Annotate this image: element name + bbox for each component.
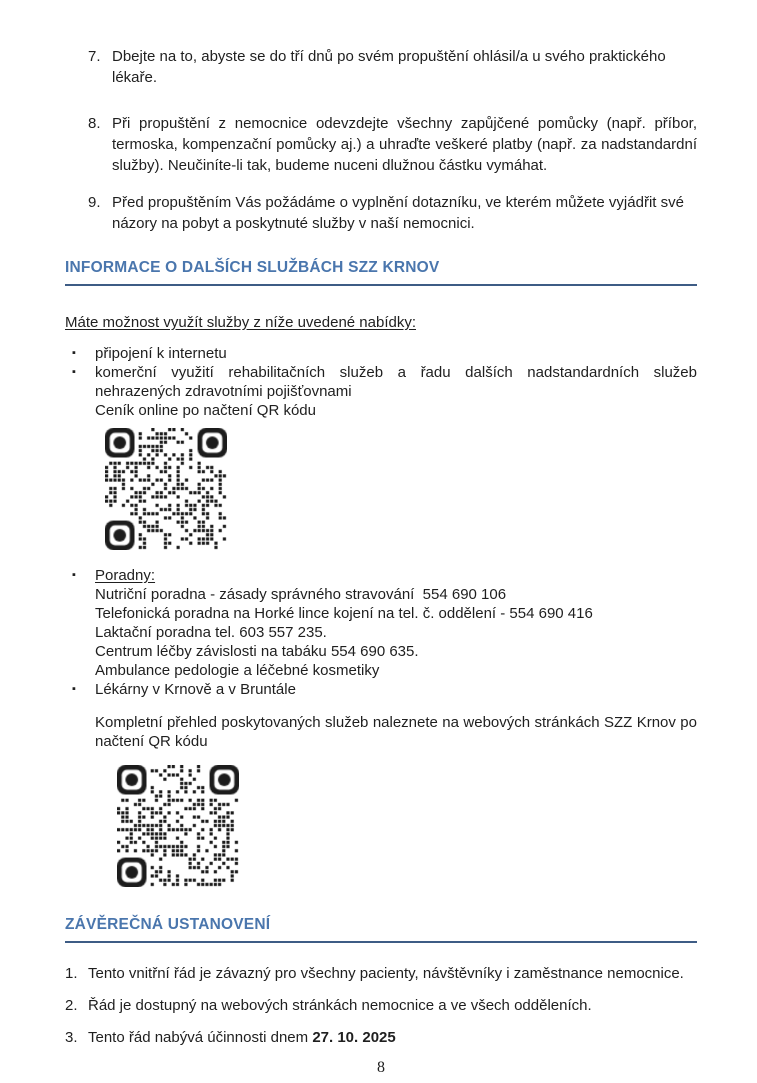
services-overview-paragraph: Kompletní přehled poskytovaných služeb naleznete na webových stránkách SZZ Krnov po načtení QR kódu xyxy=(95,714,697,750)
list-item-9 xyxy=(65,192,697,234)
poradny-line: Laktační poradna tel. 603 557 235. xyxy=(95,624,327,641)
services-intro: Máte možnost využít služby z níže uvedené nabídky: xyxy=(65,314,417,331)
section-heading-final: ZÁVĚREČNÁ USTANOVENÍ xyxy=(65,916,271,933)
bullet-item-commercial xyxy=(65,363,697,420)
list-number: 9. xyxy=(88,194,101,211)
list-item-7 xyxy=(65,46,697,88)
list-text: Řád je dostupný na webových stránkách nemocnice a ve všech odděleních. xyxy=(88,997,592,1014)
list-item-2 xyxy=(65,995,697,1016)
list-number: 8. xyxy=(88,115,101,132)
services-bullet-list xyxy=(65,344,697,420)
services-section-header xyxy=(65,258,697,286)
list-item-1 xyxy=(65,963,697,984)
discharge-instructions-list xyxy=(65,46,697,234)
bullet-item-poradny xyxy=(65,566,697,680)
list-number: 2. xyxy=(65,997,78,1014)
poradny-lines xyxy=(95,585,697,680)
bullet-icon: ▪ xyxy=(72,569,76,581)
qr-code-pricing xyxy=(105,428,227,550)
heading-rule xyxy=(65,284,697,286)
list-text xyxy=(88,1027,697,1048)
poradny-label: Poradny: xyxy=(95,567,156,584)
bullet-text: připojení k internetu xyxy=(95,345,227,362)
poradny-line: Centrum léčby závislosti na tabáku 554 690 635. xyxy=(95,643,419,660)
list-text: Při propuštění z nemocnice odevzdejte všechny zapůjčené pomůcky (např. příbor, termoska, kompenzační pomůcky aj.) a uhraďte veškeré platby (např. za nadstandardní služby). Neučiníte-li tak, budeme nuceni dlužnou částku vymáhat. xyxy=(112,115,697,174)
list-item-3 xyxy=(65,1027,697,1048)
bullet-item-internet xyxy=(65,344,697,363)
page-number: 8 xyxy=(377,1059,385,1076)
bullet-icon: ▪ xyxy=(72,366,76,378)
effective-date: 27. 10. 2025 xyxy=(312,1029,396,1046)
bullet-text xyxy=(95,363,697,420)
bullet-text: Lékárny v Krnově a v Bruntále xyxy=(95,681,296,698)
final-provisions-list xyxy=(65,963,697,1048)
list-text: Tento vnitřní řád je závazný pro všechny pacienty, návštěvníky i zaměstnance nemocnice. xyxy=(88,965,684,982)
section-heading-services: INFORMACE O DALŠÍCH SLUŽBÁCH SZZ KRNOV xyxy=(65,259,440,276)
list-item-8 xyxy=(65,113,697,176)
poradny-line: Nutriční poradna - zásady správného stravování 554 690 106 xyxy=(95,586,507,603)
bullet-item-pharmacies xyxy=(65,680,697,699)
list-text: Dbejte na to, abyste se do tří dnů po svém propuštění ohlásil/a u svého praktického lékaře. xyxy=(112,48,666,86)
bullet-icon: ▪ xyxy=(72,347,76,359)
bullet-commercial-text: komerční využití rehabilitačních služeb a řadu dalších nadstandardních služeb nehrazených zdravotními pojišťovnami xyxy=(95,364,697,400)
poradny-line: Ambulance pedologie a léčebné kosmetiky xyxy=(95,662,380,679)
heading-rule xyxy=(65,941,697,943)
list-number: 7. xyxy=(88,48,101,65)
bullet-commercial-extra: Ceník online po načtení QR kódu xyxy=(95,402,316,419)
list-number: 3. xyxy=(65,1029,78,1046)
final-section-header xyxy=(65,915,697,943)
list-number: 1. xyxy=(65,965,78,982)
bullet-icon: ▪ xyxy=(72,683,76,695)
qr-code-services xyxy=(117,765,239,887)
effective-date-prefix: Tento řád nabývá účinnosti dnem xyxy=(88,1029,313,1046)
list-text: Před propuštěním Vás požádáme o vyplnění dotazníku, ve kterém můžete vyjádřit své názory na pobyt a poskytnuté služby v naší nemocnici. xyxy=(112,194,684,232)
poradny-line: Telefonická poradna na Horké lince kojení na tel. č. oddělení - 554 690 416 xyxy=(95,605,593,622)
content-column xyxy=(65,0,697,1077)
poradny-block xyxy=(95,566,697,680)
